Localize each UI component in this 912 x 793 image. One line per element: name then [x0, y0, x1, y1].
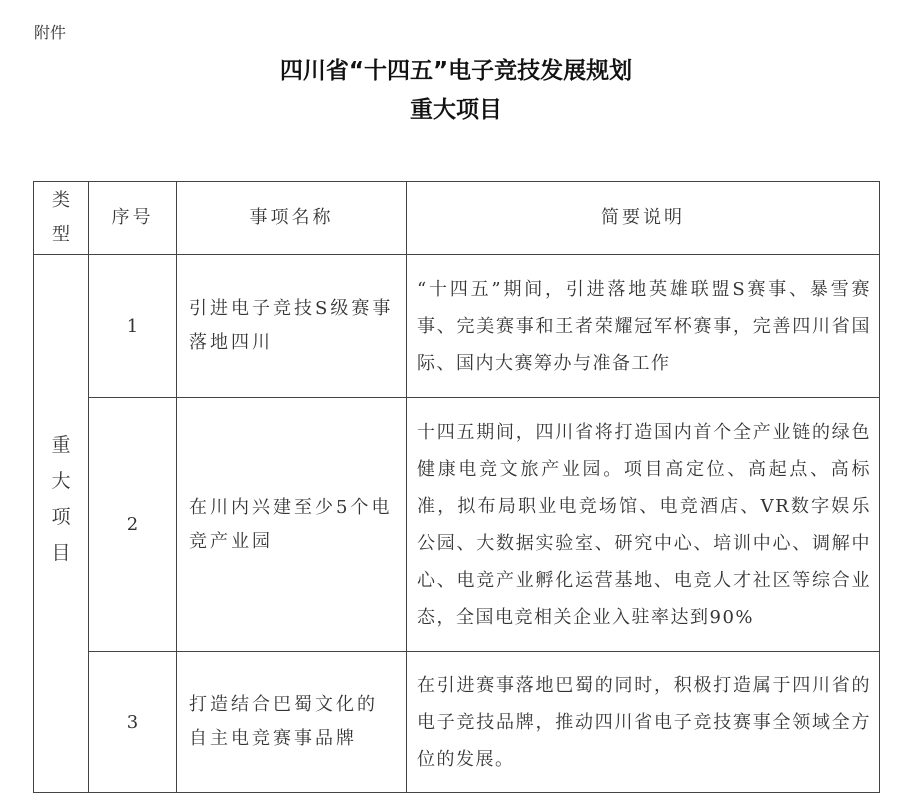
category-cell [34, 255, 89, 793]
document-subtitle: 重大项目 [410, 97, 502, 123]
header-number: 序号 [89, 182, 177, 255]
row-description: 在引进赛事落地巴蜀的同时，积极打造属于四川省的电子竞技品牌，推动四川省电子竞技赛事全领域全方位的发展。 [407, 652, 880, 793]
table-row [34, 398, 880, 652]
header-type-text: 类型 [52, 190, 70, 245]
header-type [34, 182, 89, 255]
row-name: 在川内兴建至少5个电竞产业园 [177, 398, 407, 652]
header-description: 简要说明 [407, 182, 880, 255]
row-number: 3 [89, 652, 177, 793]
row-number: 2 [89, 398, 177, 652]
category-text: 重大项目 [51, 433, 71, 564]
row-description: 十四五期间，四川省将打造国内首个全产业链的绿色健康电竞文旅产业园。项目高定位、高起点、高标准，拟布局职业电竞场馆、电竞酒店、VR数字娱乐公园、大数据实验室、研究中心、培训中心、调解中心、电竞产业孵化运营基地、电竞人才社区等综合业态，全国电竞相关企业入驻率达到90% [407, 398, 880, 652]
row-description: “十四五”期间，引进落地英雄联盟S赛事、暴雪赛事、完美赛事和王者荣耀冠军杯赛事，完善四川省国际、国内大赛筹办与准备工作 [407, 255, 880, 398]
table-row [34, 255, 880, 398]
row-name: 引进电子竞技S级赛事落地四川 [177, 255, 407, 398]
header-name: 事项名称 [177, 182, 407, 255]
row-name: 打造结合巴蜀文化的自主电竞赛事品牌 [177, 652, 407, 793]
row-number: 1 [89, 255, 177, 398]
table-header-row [34, 182, 880, 255]
projects-table [33, 181, 880, 793]
document-title: 四川省“十四五”电子竞技发展规划 [279, 58, 633, 84]
table-row [34, 652, 880, 793]
attachment-label: 附件 [34, 23, 67, 42]
